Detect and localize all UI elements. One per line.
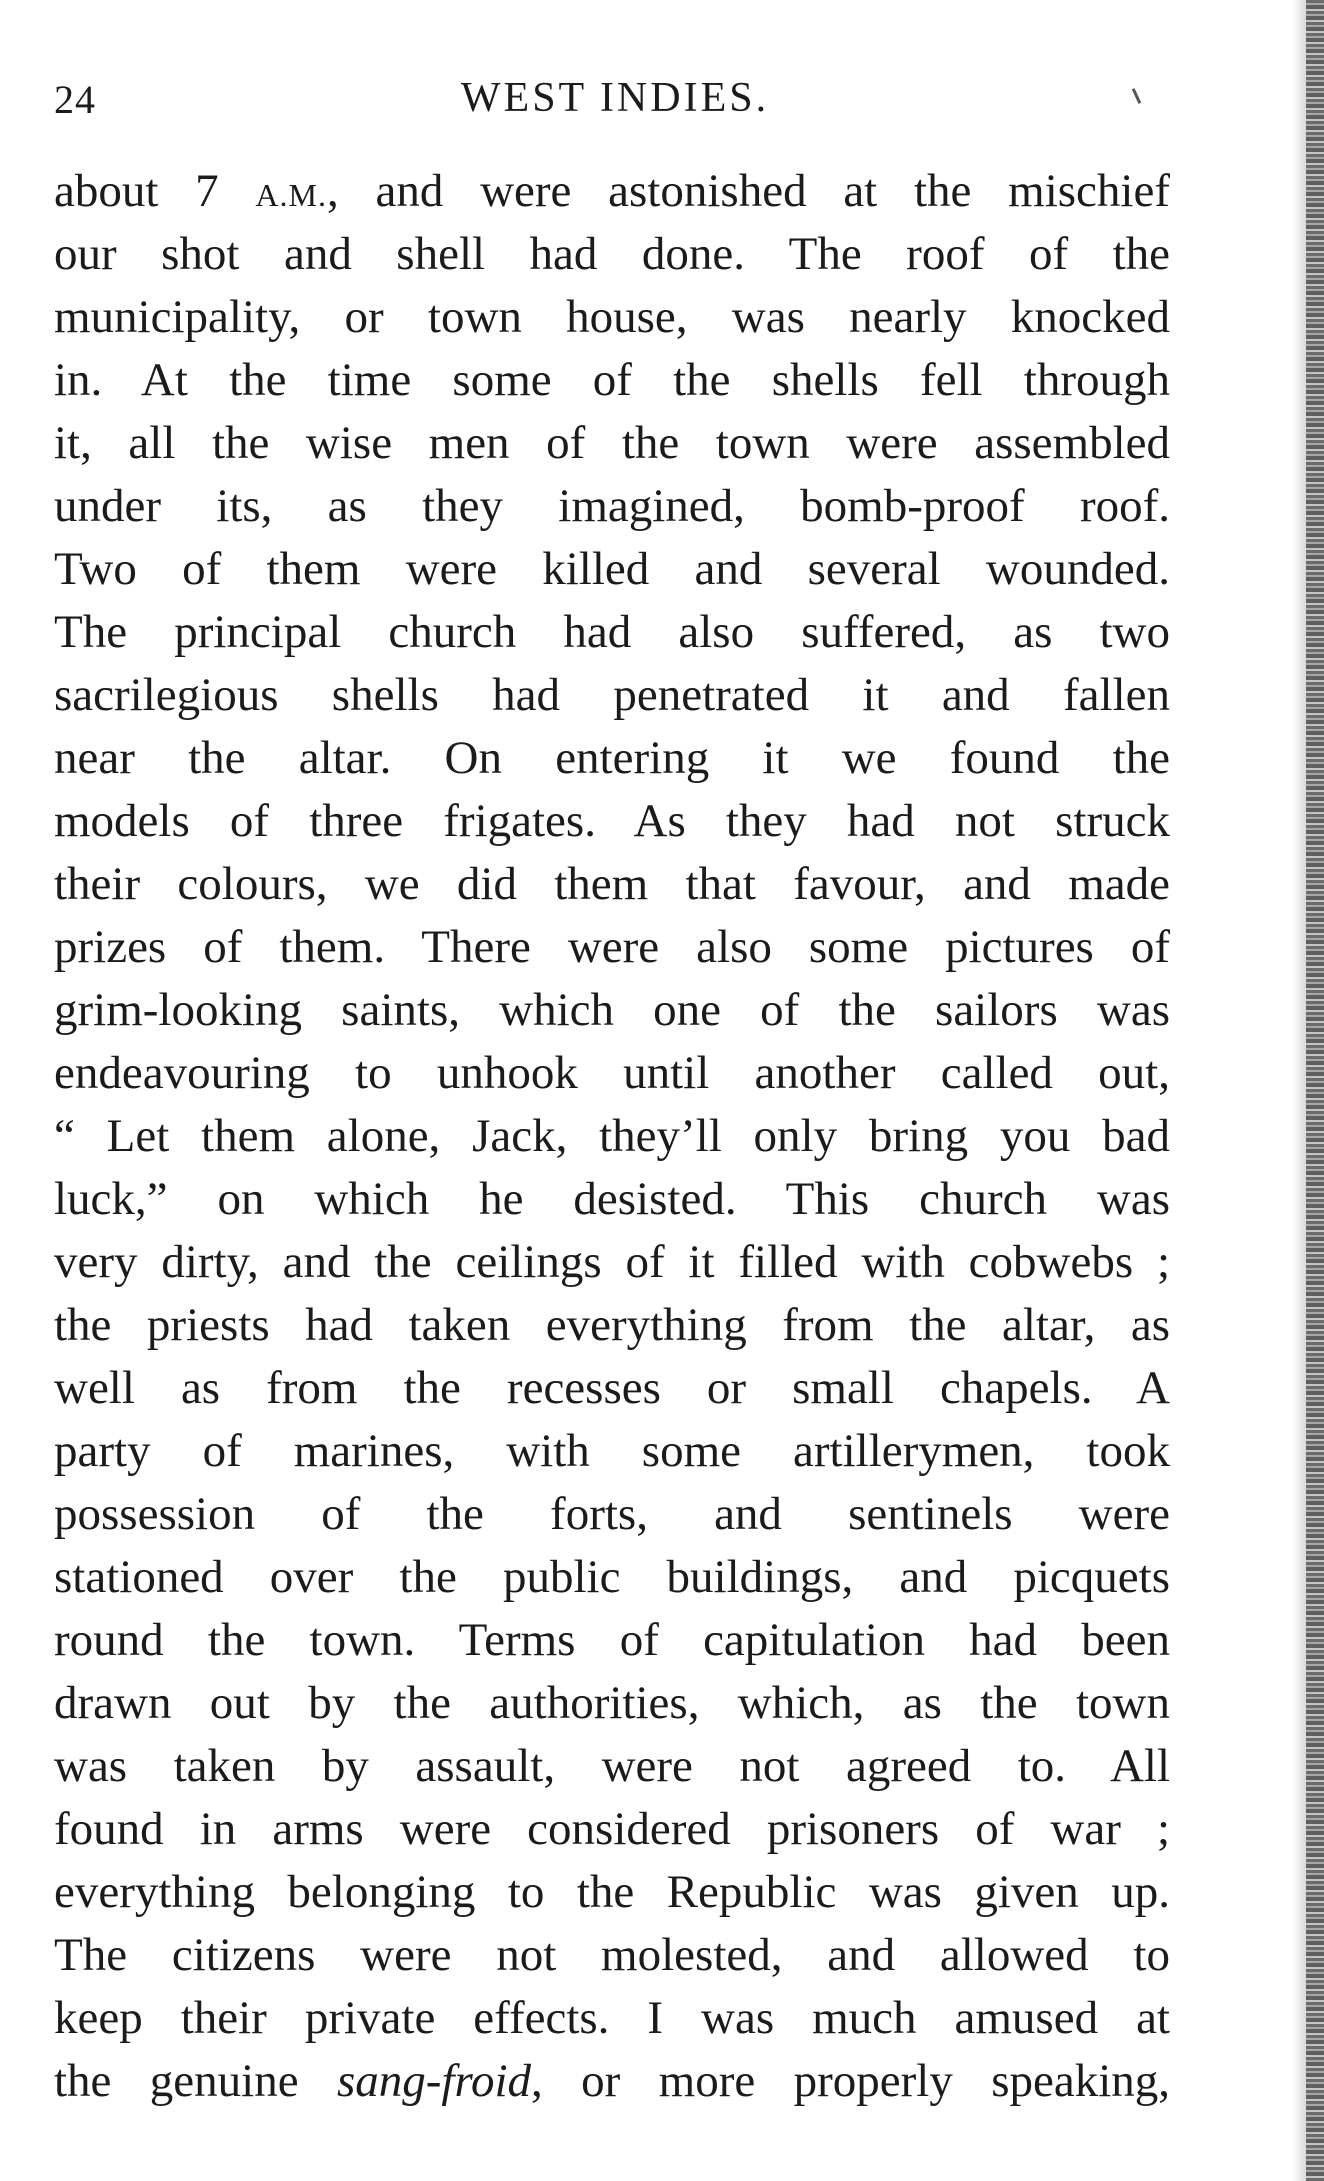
text-line: models of three frigates. As they had not struck [54, 795, 1170, 847]
text-line: endeavouring to unhook until another called out, [54, 1047, 1170, 1099]
text-line: well as from the recesses or small chapels. A [54, 1362, 1170, 1414]
text-line: about 7 A.M., and were astonished at the mischief [54, 165, 1170, 217]
text-line: stationed over the public buildings, and picquets [54, 1551, 1170, 1603]
text-line: party of marines, with some artillerymen, took [54, 1425, 1170, 1477]
binding-edge-fade [1292, 0, 1306, 2181]
text-line: drawn out by the authorities, which, as the town [54, 1677, 1170, 1729]
text-line: The principal church had also suffered, as two [54, 606, 1170, 658]
text-line: our shot and shell had done. The roof of the [54, 228, 1170, 280]
text-line: grim-looking saints, which one of the sailors was [54, 984, 1170, 1036]
text-line: very dirty, and the ceilings of it filled with cobwebs ; [54, 1236, 1170, 1288]
text-line: under its, as they imagined, bomb-proof roof. [54, 480, 1170, 532]
text-line: possession of the forts, and sentinels were [54, 1488, 1170, 1540]
text-line: everything belonging to the Republic was given up. [54, 1866, 1170, 1918]
text-line: “ Let them alone, Jack, they’ll only bring you bad [54, 1110, 1170, 1162]
text-line: The citizens were not molested, and allowed to [54, 1929, 1170, 1981]
text-line: municipality, or town house, was nearly knocked [54, 291, 1170, 343]
text-line: prizes of them. There were also some pictures of [54, 921, 1170, 973]
italic-phrase: sang-froid [336, 2055, 532, 2107]
running-title: WEST INDIES. [460, 75, 770, 121]
small-caps-time: A.M. [255, 177, 327, 213]
text-line: Two of them were killed and several wounded. [54, 543, 1170, 595]
text-line: near the altar. On entering it we found the [54, 732, 1170, 784]
text-line: found in arms were considered prisoners of war ; [54, 1803, 1170, 1855]
text-line: their colours, we did them that favour, and made [54, 858, 1170, 910]
text-line: keep their private effects. I was much amused at [54, 1992, 1170, 2044]
text-line: luck,” on which he desisted. This church was [54, 1173, 1170, 1225]
text-line: it, all the wise men of the town were assembled [54, 417, 1170, 469]
text-line: in. At the time some of the shells fell through [54, 354, 1170, 406]
text-line: round the town. Terms of capitulation had been [54, 1614, 1170, 1666]
text-line: the priests had taken everything from the altar, as [54, 1299, 1170, 1351]
body-text [54, 160, 1170, 2113]
text-line: the genuine sang-froid, or more properly speaking, [54, 2055, 1171, 2107]
binding-edge [1306, 0, 1324, 2181]
text-line: sacrilegious shells had penetrated it and fallen [54, 669, 1170, 721]
text-line: was taken by assault, were not agreed to. All [54, 1740, 1170, 1792]
page-number: 24 [54, 77, 96, 122]
